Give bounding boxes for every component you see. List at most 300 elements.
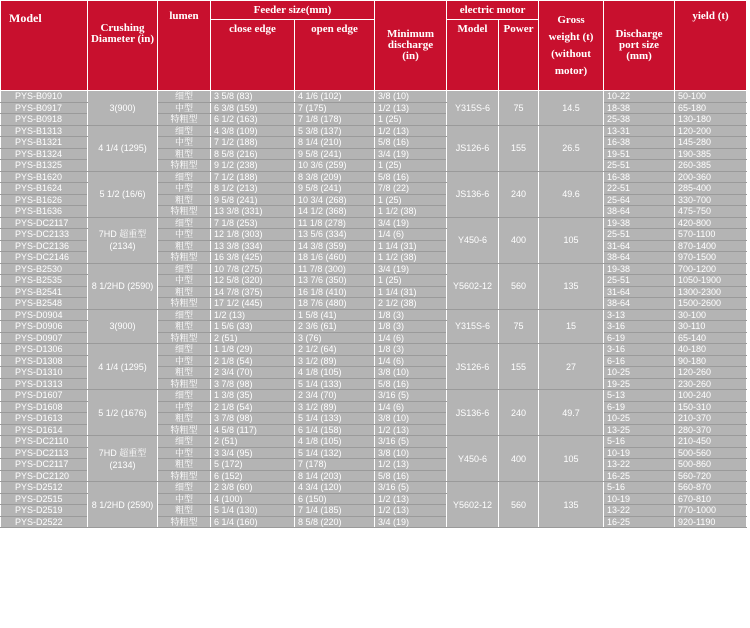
min-discharge-cell: 1/8 (3) [375, 309, 447, 321]
yield-cell: 920-1190 [675, 516, 747, 528]
yield-cell: 130-180 [675, 114, 747, 126]
crushing-diameter-cell: 5 1/2 (16/6) [88, 171, 158, 217]
model-cell: PYS-DC2146 [1, 252, 88, 264]
lumen-cell: 中型 [158, 401, 211, 413]
close-edge-cell: 8 1/2 (213) [211, 183, 295, 195]
lumen-cell: 中型 [158, 493, 211, 505]
crushing-diameter-cell: 4 1/4 (1295) [88, 344, 158, 390]
header-crushing-diameter: Crushing Diameter (in) [88, 1, 158, 91]
motor-model-cell: Y315S-6 [447, 91, 499, 126]
power-cell: 400 [499, 217, 539, 263]
min-discharge-cell: 1/2 (13) [375, 493, 447, 505]
yield-cell: 420-800 [675, 217, 747, 229]
discharge-port-cell: 5-13 [604, 390, 675, 402]
discharge-port-cell: 19-38 [604, 263, 675, 275]
lumen-cell: 粗型 [158, 240, 211, 252]
open-edge-cell: 3 1/2 (89) [295, 355, 375, 367]
power-cell: 75 [499, 91, 539, 126]
header-feeder-size: Feeder size(mm) [211, 1, 375, 20]
yield-cell: 560-870 [675, 482, 747, 494]
table-row [1, 263, 747, 275]
discharge-port-cell: 16-38 [604, 137, 675, 149]
min-discharge-cell: 1/2 (13) [375, 459, 447, 471]
table-row [1, 309, 747, 321]
discharge-port-cell: 31-64 [604, 286, 675, 298]
model-cell: PYS-DC2120 [1, 470, 88, 482]
open-edge-cell: 4 3/4 (120) [295, 482, 375, 494]
header-yield: yield (t) [675, 1, 747, 91]
gross-weight-cell: 135 [539, 263, 604, 309]
power-cell: 75 [499, 309, 539, 344]
discharge-port-cell: 25-51 [604, 160, 675, 172]
close-edge-cell: 6 1/4 (160) [211, 516, 295, 528]
motor-model-cell: Y450-6 [447, 436, 499, 482]
min-discharge-cell: 3/16 (5) [375, 390, 447, 402]
yield-cell: 190-385 [675, 148, 747, 160]
open-edge-cell: 18 1/6 (460) [295, 252, 375, 264]
open-edge-cell: 18 7/6 (480) [295, 298, 375, 310]
crushing-diameter-cell: 3(900) [88, 91, 158, 126]
open-edge-cell: 7 (175) [295, 102, 375, 114]
header-lumen: lumen [158, 1, 211, 91]
discharge-port-cell: 10-25 [604, 413, 675, 425]
close-edge-cell: 3 7/8 (98) [211, 378, 295, 390]
open-edge-cell: 9 5/8 (241) [295, 183, 375, 195]
discharge-port-cell: 6-16 [604, 355, 675, 367]
table-row [1, 344, 747, 356]
min-discharge-cell: 1 (25) [375, 160, 447, 172]
yield-cell: 30-110 [675, 321, 747, 333]
lumen-cell: 粗型 [158, 367, 211, 379]
close-edge-cell: 13 3/8 (334) [211, 240, 295, 252]
open-edge-cell: 5 1/4 (133) [295, 413, 375, 425]
model-cell: PYS-B1636 [1, 206, 88, 218]
crushing-diameter-cell: 4 1/4 (1295) [88, 125, 158, 171]
motor-model-cell: JS136-6 [447, 171, 499, 217]
model-cell: PYS-D0904 [1, 309, 88, 321]
header-model: Model [1, 1, 88, 91]
yield-cell: 1300-2300 [675, 286, 747, 298]
discharge-port-cell: 16-38 [604, 171, 675, 183]
lumen-cell: 特粗型 [158, 114, 211, 126]
header-gross-weight: Gross weight (t) (without motor) [539, 1, 604, 91]
model-cell: PYS-D1614 [1, 424, 88, 436]
min-discharge-cell: 5/8 (16) [375, 137, 447, 149]
model-cell: PYS-B2535 [1, 275, 88, 287]
model-cell: PYS-B0918 [1, 114, 88, 126]
min-discharge-cell: 1 1/2 (38) [375, 252, 447, 264]
yield-cell: 210-450 [675, 436, 747, 448]
discharge-port-cell: 10-19 [604, 493, 675, 505]
table-row [1, 125, 747, 137]
crushing-diameter-cell: 8 1/2HD (2590) [88, 263, 158, 309]
lumen-cell: 粗型 [158, 194, 211, 206]
close-edge-cell: 4 5/8 (117) [211, 424, 295, 436]
close-edge-cell: 3 7/8 (98) [211, 413, 295, 425]
min-discharge-cell: 3/8 (10) [375, 447, 447, 459]
yield-cell: 65-180 [675, 102, 747, 114]
yield-cell: 120-260 [675, 367, 747, 379]
discharge-port-cell: 38-64 [604, 298, 675, 310]
yield-cell: 40-180 [675, 344, 747, 356]
yield-cell: 670-810 [675, 493, 747, 505]
min-discharge-cell: 3/4 (19) [375, 217, 447, 229]
discharge-port-cell: 25-51 [604, 229, 675, 241]
lumen-cell: 细型 [158, 436, 211, 448]
gross-weight-cell: 105 [539, 436, 604, 482]
min-discharge-cell: 5/8 (16) [375, 171, 447, 183]
close-edge-cell: 2 (51) [211, 436, 295, 448]
yield-cell: 1050-1900 [675, 275, 747, 287]
min-discharge-cell: 1 1/2 (38) [375, 206, 447, 218]
discharge-port-cell: 3-16 [604, 321, 675, 333]
min-discharge-cell: 1/4 (6) [375, 332, 447, 344]
model-cell: PYS-D1313 [1, 378, 88, 390]
yield-cell: 770-1000 [675, 505, 747, 517]
power-cell: 240 [499, 171, 539, 217]
model-cell: PYS-D2512 [1, 482, 88, 494]
table-row [1, 390, 747, 402]
power-cell: 240 [499, 390, 539, 436]
close-edge-cell: 2 3/8 (60) [211, 482, 295, 494]
close-edge-cell: 1 3/8 (35) [211, 390, 295, 402]
lumen-cell: 细型 [158, 309, 211, 321]
close-edge-cell: 6 3/8 (159) [211, 102, 295, 114]
model-cell: PYS-D1310 [1, 367, 88, 379]
discharge-port-cell: 3-16 [604, 344, 675, 356]
close-edge-cell: 7 1/8 (253) [211, 217, 295, 229]
open-edge-cell: 13 7/6 (350) [295, 275, 375, 287]
model-cell: PYS-B1325 [1, 160, 88, 172]
power-cell: 155 [499, 125, 539, 171]
discharge-port-cell: 25-38 [604, 114, 675, 126]
min-discharge-cell: 1/4 (6) [375, 401, 447, 413]
model-cell: PYS-D2515 [1, 493, 88, 505]
lumen-cell: 中型 [158, 102, 211, 114]
header-electric-motor: electric motor [447, 1, 539, 20]
discharge-port-cell: 38-64 [604, 252, 675, 264]
crushing-diameter-cell: 7HD 超重型 (2134) [88, 217, 158, 263]
header-power: Power [499, 20, 539, 91]
discharge-port-cell: 19-38 [604, 217, 675, 229]
close-edge-cell: 5 1/4 (130) [211, 505, 295, 517]
yield-cell: 1500-2600 [675, 298, 747, 310]
min-discharge-cell: 5/8 (16) [375, 378, 447, 390]
close-edge-cell: 10 7/8 (275) [211, 263, 295, 275]
close-edge-cell: 16 3/8 (425) [211, 252, 295, 264]
close-edge-cell: 7 1/2 (188) [211, 171, 295, 183]
lumen-cell: 细型 [158, 171, 211, 183]
motor-model-cell: Y5602-12 [447, 263, 499, 309]
close-edge-cell: 5 (172) [211, 459, 295, 471]
lumen-cell: 细型 [158, 91, 211, 103]
lumen-cell: 粗型 [158, 459, 211, 471]
discharge-port-cell: 19-25 [604, 378, 675, 390]
yield-cell: 230-260 [675, 378, 747, 390]
min-discharge-cell: 1/2 (13) [375, 102, 447, 114]
model-cell: PYS-DC2117 [1, 217, 88, 229]
min-discharge-cell: 3/4 (19) [375, 148, 447, 160]
yield-cell: 50-100 [675, 91, 747, 103]
header-discharge-port: Discharge port size (mm) [604, 1, 675, 91]
min-discharge-cell: 1/2 (13) [375, 424, 447, 436]
discharge-port-cell: 5-16 [604, 436, 675, 448]
power-cell: 400 [499, 436, 539, 482]
gross-weight-cell: 15 [539, 309, 604, 344]
close-edge-cell: 2 1/8 (54) [211, 401, 295, 413]
open-edge-cell: 2 3/6 (61) [295, 321, 375, 333]
open-edge-cell: 9 5/8 (241) [295, 148, 375, 160]
lumen-cell: 粗型 [158, 286, 211, 298]
min-discharge-cell: 3/8 (10) [375, 91, 447, 103]
yield-cell: 330-700 [675, 194, 747, 206]
yield-cell: 285-400 [675, 183, 747, 195]
close-edge-cell: 3 5/8 (83) [211, 91, 295, 103]
close-edge-cell: 8 5/8 (216) [211, 148, 295, 160]
discharge-port-cell: 18-38 [604, 102, 675, 114]
yield-cell: 145-280 [675, 137, 747, 149]
model-cell: PYS-B1626 [1, 194, 88, 206]
header-min-discharge: Minimum discharge (in) [375, 1, 447, 91]
motor-model-cell: JS126-6 [447, 125, 499, 171]
model-cell: PYS-D1613 [1, 413, 88, 425]
lumen-cell: 粗型 [158, 148, 211, 160]
open-edge-cell: 11 7/8 (300) [295, 263, 375, 275]
crushing-diameter-cell: 7HD 超重型 (2134) [88, 436, 158, 482]
min-discharge-cell: 1/2 (13) [375, 505, 447, 517]
close-edge-cell: 9 5/8 (241) [211, 194, 295, 206]
model-cell: PYS-D1607 [1, 390, 88, 402]
yield-cell: 500-860 [675, 459, 747, 471]
lumen-cell: 中型 [158, 229, 211, 241]
min-discharge-cell: 3/4 (19) [375, 516, 447, 528]
lumen-cell: 中型 [158, 137, 211, 149]
model-cell: PYS-D2519 [1, 505, 88, 517]
close-edge-cell: 2 (51) [211, 332, 295, 344]
discharge-port-cell: 31-64 [604, 240, 675, 252]
open-edge-cell: 4 1/8 (105) [295, 367, 375, 379]
discharge-port-cell: 38-64 [604, 206, 675, 218]
open-edge-cell: 8 3/8 (209) [295, 171, 375, 183]
open-edge-cell: 14 3/8 (359) [295, 240, 375, 252]
model-cell: PYS-D1608 [1, 401, 88, 413]
lumen-cell: 特粗型 [158, 298, 211, 310]
min-discharge-cell: 1/4 (6) [375, 355, 447, 367]
motor-model-cell: Y315S-6 [447, 309, 499, 344]
min-discharge-cell: 1 (25) [375, 275, 447, 287]
discharge-port-cell: 25-51 [604, 275, 675, 287]
open-edge-cell: 6 (150) [295, 493, 375, 505]
min-discharge-cell: 1 (25) [375, 114, 447, 126]
close-edge-cell: 4 3/8 (109) [211, 125, 295, 137]
lumen-cell: 中型 [158, 183, 211, 195]
discharge-port-cell: 22-51 [604, 183, 675, 195]
yield-cell: 700-1200 [675, 263, 747, 275]
yield-cell: 210-370 [675, 413, 747, 425]
discharge-port-cell: 3-13 [604, 309, 675, 321]
model-cell: PYS-B1313 [1, 125, 88, 137]
model-cell: PYS-DC2110 [1, 436, 88, 448]
model-cell: PYS-D1308 [1, 355, 88, 367]
model-cell: PYS-B1324 [1, 148, 88, 160]
model-cell: PYS-B2541 [1, 286, 88, 298]
header-close-edge: close edge [211, 20, 295, 91]
motor-model-cell: JS136-6 [447, 390, 499, 436]
discharge-port-cell: 10-22 [604, 91, 675, 103]
open-edge-cell: 5 1/4 (132) [295, 447, 375, 459]
close-edge-cell: 1 5/6 (33) [211, 321, 295, 333]
open-edge-cell: 11 1/8 (278) [295, 217, 375, 229]
model-cell: PYS-B1321 [1, 137, 88, 149]
close-edge-cell: 14 7/8 (375) [211, 286, 295, 298]
open-edge-cell: 7 1/8 (178) [295, 114, 375, 126]
discharge-port-cell: 6-19 [604, 401, 675, 413]
discharge-port-cell: 5-16 [604, 482, 675, 494]
power-cell: 560 [499, 263, 539, 309]
table-row [1, 436, 747, 448]
min-discharge-cell: 5/8 (16) [375, 470, 447, 482]
close-edge-cell: 1/2 (13) [211, 309, 295, 321]
discharge-port-cell: 19-51 [604, 148, 675, 160]
model-cell: PYS-B1620 [1, 171, 88, 183]
lumen-cell: 细型 [158, 125, 211, 137]
header-open-edge: open edge [295, 20, 375, 91]
min-discharge-cell: 2 1/2 (38) [375, 298, 447, 310]
discharge-port-cell: 10-19 [604, 447, 675, 459]
close-edge-cell: 6 (152) [211, 470, 295, 482]
discharge-port-cell: 6-19 [604, 332, 675, 344]
close-edge-cell: 4 (100) [211, 493, 295, 505]
close-edge-cell: 2 1/8 (54) [211, 355, 295, 367]
gross-weight-cell: 27 [539, 344, 604, 390]
crushing-diameter-cell: 8 1/2HD (2590) [88, 482, 158, 528]
lumen-cell: 特粗型 [158, 206, 211, 218]
discharge-port-cell: 13-25 [604, 424, 675, 436]
yield-cell: 870-1400 [675, 240, 747, 252]
close-edge-cell: 1 1/8 (29) [211, 344, 295, 356]
close-edge-cell: 3 3/4 (95) [211, 447, 295, 459]
discharge-port-cell: 13-22 [604, 459, 675, 471]
header-motor-model: Model [447, 20, 499, 91]
yield-cell: 100-240 [675, 390, 747, 402]
min-discharge-cell: 3/8 (10) [375, 367, 447, 379]
min-discharge-cell: 1 1/4 (31) [375, 286, 447, 298]
min-discharge-cell: 3/16 (5) [375, 482, 447, 494]
model-cell: PYS-DC2117 [1, 459, 88, 471]
model-cell: PYS-D0907 [1, 332, 88, 344]
open-edge-cell: 6 1/4 (158) [295, 424, 375, 436]
close-edge-cell: 2 3/4 (70) [211, 367, 295, 379]
model-cell: PYS-D0906 [1, 321, 88, 333]
gross-weight-cell: 135 [539, 482, 604, 528]
model-cell: PYS-B2548 [1, 298, 88, 310]
model-cell: PYS-B0910 [1, 91, 88, 103]
open-edge-cell: 5 3/8 (137) [295, 125, 375, 137]
yield-cell: 30-100 [675, 309, 747, 321]
discharge-port-cell: 13-31 [604, 125, 675, 137]
table-body [1, 91, 747, 528]
open-edge-cell: 8 1/4 (210) [295, 137, 375, 149]
model-cell: PYS-DC2133 [1, 229, 88, 241]
table-row [1, 91, 747, 103]
lumen-cell: 特粗型 [158, 160, 211, 172]
yield-cell: 200-360 [675, 171, 747, 183]
crushing-diameter-cell: 5 1/2 (1676) [88, 390, 158, 436]
open-edge-cell: 14 1/2 (368) [295, 206, 375, 218]
table-row [1, 171, 747, 183]
discharge-port-cell: 16-25 [604, 516, 675, 528]
motor-model-cell: Y450-6 [447, 217, 499, 263]
open-edge-cell: 7 1/4 (185) [295, 505, 375, 517]
lumen-cell: 特粗型 [158, 252, 211, 264]
min-discharge-cell: 1 1/4 (31) [375, 240, 447, 252]
open-edge-cell: 8 1/4 (203) [295, 470, 375, 482]
yield-cell: 500-560 [675, 447, 747, 459]
lumen-cell: 细型 [158, 390, 211, 402]
lumen-cell: 细型 [158, 263, 211, 275]
min-discharge-cell: 3/4 (19) [375, 263, 447, 275]
gross-weight-cell: 105 [539, 217, 604, 263]
open-edge-cell: 3 (76) [295, 332, 375, 344]
min-discharge-cell: 7/8 (22) [375, 183, 447, 195]
crushing-diameter-cell: 3(900) [88, 309, 158, 344]
yield-cell: 150-310 [675, 401, 747, 413]
model-cell: PYS-B0917 [1, 102, 88, 114]
yield-cell: 120-200 [675, 125, 747, 137]
close-edge-cell: 12 1/8 (303) [211, 229, 295, 241]
discharge-port-cell: 25-64 [604, 194, 675, 206]
motor-model-cell: Y5602-12 [447, 482, 499, 528]
gross-weight-cell: 26.5 [539, 125, 604, 171]
table-row [1, 217, 747, 229]
model-cell: PYS-D2522 [1, 516, 88, 528]
min-discharge-cell: 1/4 (6) [375, 229, 447, 241]
min-discharge-cell: 1/8 (3) [375, 344, 447, 356]
lumen-cell: 细型 [158, 344, 211, 356]
lumen-cell: 细型 [158, 482, 211, 494]
gross-weight-cell: 49.7 [539, 390, 604, 436]
close-edge-cell: 9 1/2 (238) [211, 160, 295, 172]
lumen-cell: 特粗型 [158, 332, 211, 344]
open-edge-cell: 10 3/4 (268) [295, 194, 375, 206]
lumen-cell: 中型 [158, 275, 211, 287]
yield-cell: 475-750 [675, 206, 747, 218]
yield-cell: 970-1500 [675, 252, 747, 264]
open-edge-cell: 2 1/2 (64) [295, 344, 375, 356]
power-cell: 155 [499, 344, 539, 390]
gross-weight-cell: 14.5 [539, 91, 604, 126]
lumen-cell: 粗型 [158, 505, 211, 517]
lumen-cell: 细型 [158, 217, 211, 229]
lumen-cell: 特粗型 [158, 424, 211, 436]
lumen-cell: 特粗型 [158, 470, 211, 482]
open-edge-cell: 2 3/4 (70) [295, 390, 375, 402]
yield-cell: 90-180 [675, 355, 747, 367]
min-discharge-cell: 3/16 (5) [375, 436, 447, 448]
open-edge-cell: 8 5/8 (220) [295, 516, 375, 528]
min-discharge-cell: 1 (25) [375, 194, 447, 206]
table-row [1, 482, 747, 494]
yield-cell: 65-140 [675, 332, 747, 344]
yield-cell: 260-385 [675, 160, 747, 172]
yield-cell: 280-370 [675, 424, 747, 436]
model-cell: PYS-B1624 [1, 183, 88, 195]
open-edge-cell: 16 1/8 (410) [295, 286, 375, 298]
model-cell: PYS-DC2136 [1, 240, 88, 252]
min-discharge-cell: 3/8 (10) [375, 413, 447, 425]
open-edge-cell: 5 1/4 (133) [295, 378, 375, 390]
discharge-port-cell: 13-22 [604, 505, 675, 517]
